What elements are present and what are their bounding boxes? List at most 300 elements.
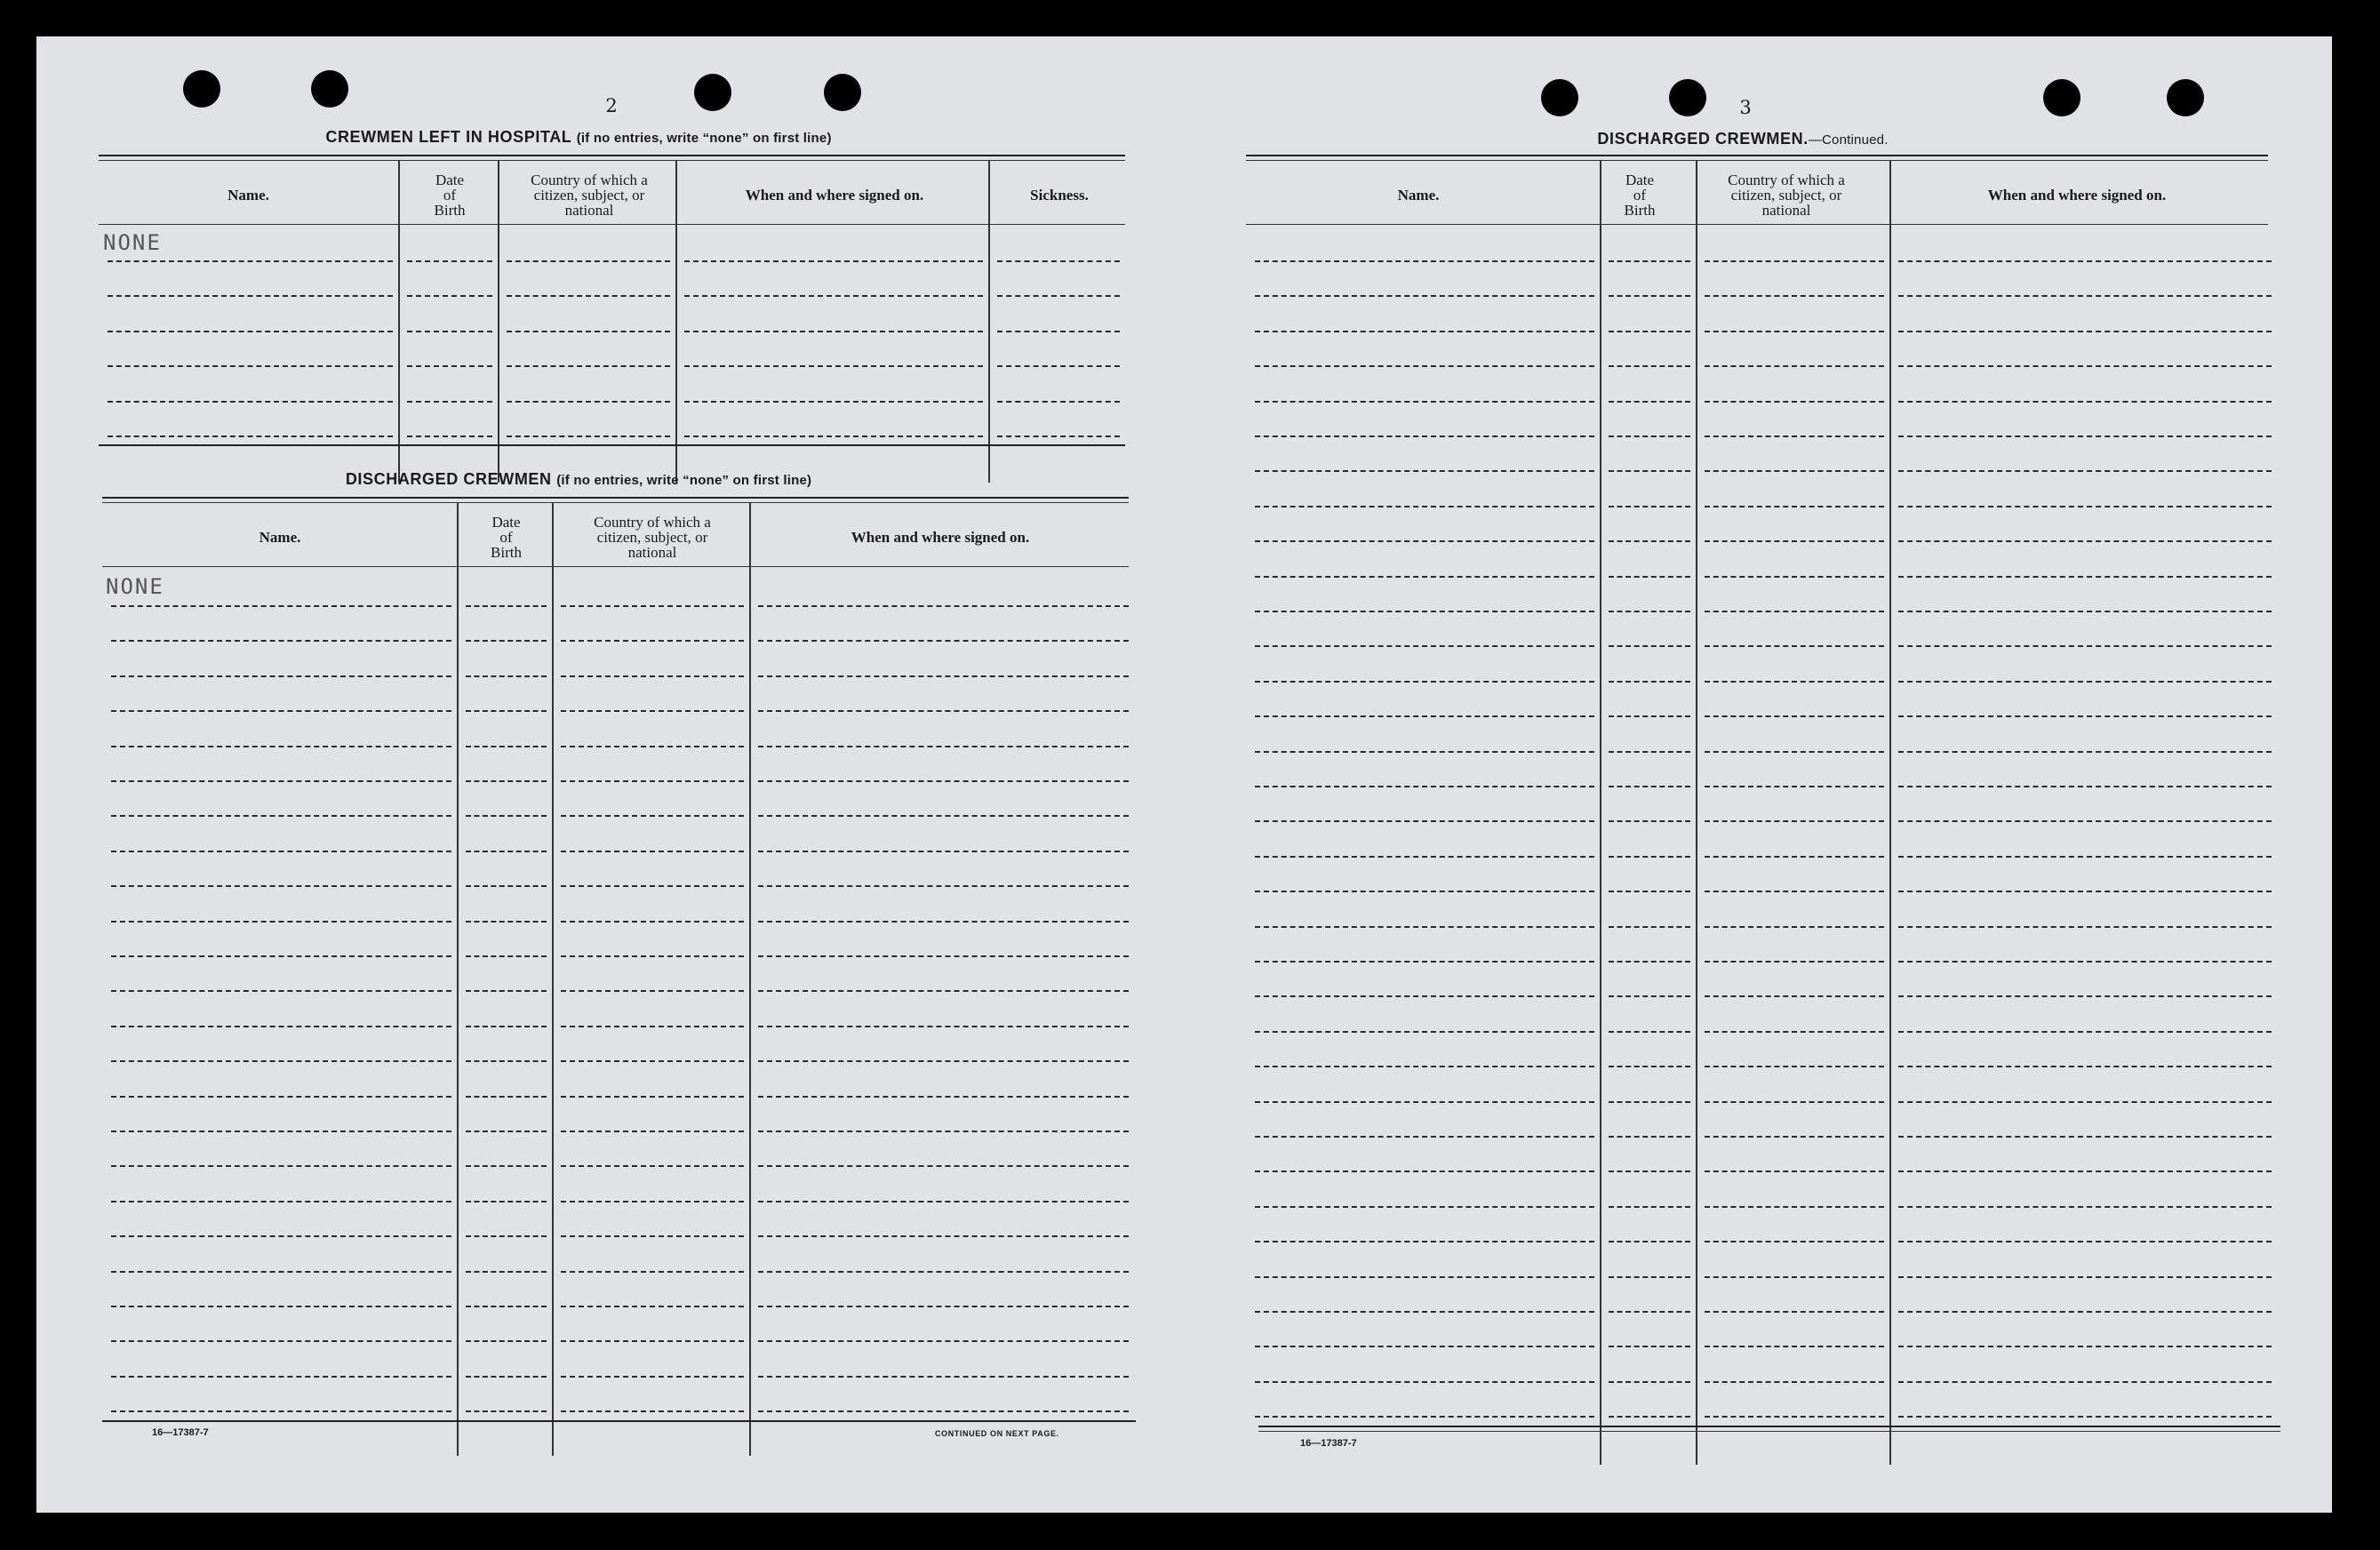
entry-line [407,401,492,403]
entry-line [1705,1381,1884,1383]
entry-line [111,640,451,642]
continued-header-signed: When and where signed on. [1987,186,2167,204]
entry-line [1609,435,1690,437]
entry-line [561,1096,744,1098]
entry-line [758,990,1129,992]
discharged-title-text: DISCHARGED CREWMEN [345,470,552,488]
entry-line [561,746,744,747]
entry-line [758,1410,1129,1412]
entry-line [561,1235,744,1237]
entry-line [111,1201,451,1202]
continued-header-country [1689,164,1884,226]
entry-line [684,365,983,367]
form-number: 16—17387-7 [1300,1438,1357,1449]
entry-line [1255,891,1594,892]
continued-title-suffix: —Continued. [1808,132,1889,148]
entry-line [1898,260,2272,262]
entry-line [111,605,451,607]
entry-line [758,1306,1129,1307]
entry-line [1898,715,2272,717]
entry-line [507,295,670,297]
punch-hole [824,74,861,111]
entry-line [1898,1416,2272,1418]
entry-line [466,815,547,817]
entry-line [997,365,1120,367]
entry-line [1609,645,1690,647]
entry-line [1898,576,2272,578]
entry-line [108,260,393,262]
entry-line [407,295,492,297]
entry-line [997,435,1120,437]
entry-line [407,435,492,437]
entry-line [1898,331,2272,332]
entry-line [561,1060,744,1062]
entry-line [1255,1170,1594,1172]
continued-top-rule-2 [1246,160,2268,161]
entry-line [1898,365,2272,367]
entry-line [1705,645,1884,647]
entry-line [1898,681,2272,683]
entry-line [1255,856,1594,858]
discharged-header-country-text: Country of which a citizen, subject, or national [594,513,711,561]
entry-line [1705,820,1884,822]
entry-line [1898,786,2272,787]
entry-line [1255,470,1594,472]
hospital-top-rule [99,155,1125,156]
hospital-header-country-text: Country of which a citizen, subject, or national [531,171,648,219]
entry-line [1898,1311,2272,1313]
entry-line [1609,1031,1690,1033]
entry-line [758,1201,1129,1202]
entry-line [561,1410,744,1412]
entry-line [684,435,983,437]
entry-line [561,955,744,957]
entry-line [1609,1416,1690,1418]
entry-line [111,1026,451,1027]
entry-line [1898,1101,2272,1103]
punch-hole [311,70,348,108]
entry-line [1609,1206,1690,1208]
entry-line [1255,506,1594,507]
entry-line [758,851,1129,852]
entry-line [1255,1346,1594,1347]
entry-line [1255,1031,1594,1033]
hospital-col-divider [498,161,499,483]
entry-line [507,260,670,262]
entry-line [1705,681,1884,683]
entry-line [1609,1136,1690,1138]
entry-line [1705,260,1884,262]
entry-line [1609,331,1690,332]
entry-line [111,1376,451,1378]
entry-line [1898,1136,2272,1138]
entry-line [466,1340,547,1342]
entry-line [1705,1101,1884,1103]
entry-line [111,710,451,712]
entry-line [758,1340,1129,1342]
entry-line [1705,435,1884,437]
entry-line [466,990,547,992]
discharged-header-rule [102,566,1129,567]
entry-line [684,260,983,262]
entry-line [1255,1206,1594,1208]
entry-line [1705,331,1884,332]
entry-line [1255,715,1594,717]
continued-header-name: Name. [1397,186,1440,204]
entry-line [1898,540,2272,542]
entry-line [111,921,451,923]
entry-line [561,780,744,782]
entry-line [1255,260,1594,262]
entry-line [684,295,983,297]
discharged-col-divider [749,503,751,1456]
entry-line [466,640,547,642]
entry-line [466,1306,547,1307]
discharged-top-rule-2 [102,502,1129,503]
entry-line [758,1376,1129,1378]
entry-line [561,1376,744,1378]
entry-line [758,955,1129,957]
discharged-top-rule [102,497,1129,499]
entry-line [1898,611,2272,612]
entry-line [1255,1311,1594,1313]
entry-line [561,1201,744,1202]
entry-line [466,1060,547,1062]
entry-line [1255,1416,1594,1418]
hospital-header-sickness: Sickness. [1030,186,1089,204]
entry-line [1255,1066,1594,1067]
entry-line [684,401,983,403]
entry-line [1898,751,2272,753]
continued-bottom-rule [1258,1426,2280,1427]
entry-line [758,1271,1129,1273]
entry-line [997,260,1120,262]
entry-line [111,1410,451,1412]
entry-line [111,990,451,992]
continued-header-rule [1246,224,2268,225]
entry-line [466,1131,547,1132]
entry-line [111,851,451,852]
entry-line [1609,540,1690,542]
entry-line [1255,611,1594,612]
entry-line [108,365,393,367]
entry-line [1898,961,2272,963]
entry-line [1609,961,1690,963]
entry-line [758,710,1129,712]
entry-line [1898,1346,2272,1347]
hospital-header-signed: When and where signed on. [745,186,924,204]
continued-header-dob-text: Date of Birth [1624,171,1656,219]
entry-line [1255,331,1594,332]
entry-line [1705,576,1884,578]
entry-line [561,710,744,712]
entry-line [111,1096,451,1098]
entry-line [1255,995,1594,997]
entry-line [758,675,1129,677]
entry-line [1609,470,1690,472]
entry-line [1898,295,2272,297]
entry-line [108,435,393,437]
entry-line [758,1131,1129,1132]
entry-line [1705,1136,1884,1138]
entry-line [1255,961,1594,963]
entry-line [466,1271,547,1273]
entry-line [108,401,393,403]
entry-line [1609,576,1690,578]
entry-line [466,1201,547,1202]
entry-line [108,331,393,332]
entry-line [1705,1241,1884,1242]
continued-header-dob [1593,164,1687,226]
hospital-col-divider [988,161,990,483]
entry-line [758,1026,1129,1027]
entry-line [466,851,547,852]
entry-line [561,990,744,992]
entry-line [1705,926,1884,928]
entry-line [561,1340,744,1342]
entry-line [1898,506,2272,507]
discharged-instruction: (if no entries, write “none” on first line) [556,473,812,488]
entry-line [1898,926,2272,928]
entry-line [466,885,547,887]
entry-line [1255,751,1594,753]
entry-line [1705,506,1884,507]
hospital-title-text: CREWMEN LEFT IN HOSPITAL [325,128,572,146]
entry-line [1705,995,1884,997]
punch-hole [1541,79,1578,116]
entry-line [758,1096,1129,1098]
hospital-first-entry: NONE [103,230,162,255]
continued-section-title [1298,130,2187,148]
entry-line [1705,856,1884,858]
entry-line [1898,470,2272,472]
entry-line [507,401,670,403]
entry-line [561,921,744,923]
continued-col-divider [1696,161,1697,1465]
entry-line [111,746,451,747]
continued-col-divider [1600,161,1601,1465]
hospital-top-rule-2 [99,160,1125,161]
entry-line [561,1306,744,1307]
entry-line [1255,645,1594,647]
entry-line [561,851,744,852]
entry-line [1705,751,1884,753]
entry-line [407,331,492,332]
entry-line [1898,1066,2272,1067]
entry-line [561,675,744,677]
entry-line [1609,786,1690,787]
entry-line [111,1271,451,1273]
hospital-header-country [500,164,678,226]
discharged-header-dob-text: Date of Birth [491,513,522,561]
entry-line [466,921,547,923]
entry-line [111,675,451,677]
entry-line [1609,1066,1690,1067]
hospital-section-title [134,128,1023,147]
entry-line [1609,260,1690,262]
discharged-header-dob [459,506,553,568]
discharged-section-title [134,470,1023,489]
entry-line [1609,926,1690,928]
entry-line [1705,786,1884,787]
hospital-col-divider [675,161,677,483]
entry-line [1705,1416,1884,1418]
entry-line [111,780,451,782]
entry-line [758,640,1129,642]
entry-line [466,1235,547,1237]
form-number: 16—17387-7 [152,1427,209,1438]
entry-line [1609,1381,1690,1383]
entry-line [1255,1101,1594,1103]
entry-line [1705,1066,1884,1067]
entry-line [758,921,1129,923]
entry-line [1255,820,1594,822]
entry-line [561,640,744,642]
entry-line [1898,645,2272,647]
entry-line [997,401,1120,403]
entry-line [758,885,1129,887]
entry-line [1255,926,1594,928]
hospital-instruction: (if no entries, write “none” on first line) [576,131,832,146]
entry-line [111,1060,451,1062]
punch-hole [183,70,220,108]
entry-line [1255,1276,1594,1278]
entry-line [466,1376,547,1378]
entry-line [507,435,670,437]
entry-line [1705,365,1884,367]
entry-line [1705,611,1884,612]
entry-line [1898,820,2272,822]
entry-line [1255,401,1594,403]
entry-line [1898,435,2272,437]
continued-header-country-text: Country of which a citizen, subject, or national [1728,171,1845,219]
entry-line [1609,611,1690,612]
entry-line [111,1165,451,1167]
entry-line [1609,681,1690,683]
entry-line [684,331,983,332]
hospital-header-name: Name. [228,186,269,204]
entry-line [1255,540,1594,542]
hospital-header-dob [401,164,499,226]
entry-line [1609,365,1690,367]
entry-line [466,1096,547,1098]
entry-line [1705,1346,1884,1347]
entry-line [1898,1241,2272,1242]
entry-line [1255,576,1594,578]
discharged-header-signed: When and where signed on. [851,528,1030,546]
continued-top-rule [1246,155,2268,156]
entry-line [561,1131,744,1132]
entry-line [1255,1381,1594,1383]
page-number: 3 [1739,97,1752,118]
entry-line [1609,1276,1690,1278]
entry-line [1609,751,1690,753]
hospital-bottom-rule [99,444,1125,446]
entry-line [111,885,451,887]
entry-line [1609,715,1690,717]
continued-note: CONTINUED ON NEXT PAGE. [935,1429,1059,1438]
entry-line [1255,1136,1594,1138]
discharged-bottom-rule [102,1420,1136,1422]
entry-line [1255,295,1594,297]
entry-line [561,885,744,887]
entry-line [561,1271,744,1273]
hospital-header-dob-text: Date of Birth [434,171,466,219]
entry-line [1898,1206,2272,1208]
discharged-header-name: Name. [259,528,301,546]
entry-line [758,1060,1129,1062]
entry-line [1898,1031,2272,1033]
entry-line [1609,1311,1690,1313]
discharged-col-divider [552,503,554,1456]
entry-line [758,780,1129,782]
hospital-header-rule [99,224,1125,225]
hospital-col-divider [398,161,400,483]
entry-line [758,605,1129,607]
entry-line [1705,295,1884,297]
entry-line [407,365,492,367]
entry-line [1898,1170,2272,1172]
entry-line [466,1165,547,1167]
entry-line [407,260,492,262]
entry-line [111,1306,451,1307]
entry-line [1898,891,2272,892]
entry-line [1609,1346,1690,1347]
entry-line [1705,1031,1884,1033]
entry-line [111,1340,451,1342]
punch-hole [2043,79,2081,116]
manifest-sheet [36,36,2332,1513]
entry-line [1705,715,1884,717]
entry-line [1609,506,1690,507]
entry-line [111,815,451,817]
entry-line [466,710,547,712]
entry-line [1898,1381,2272,1383]
entry-line [466,605,547,607]
entry-line [1255,1241,1594,1242]
entry-line [758,1235,1129,1237]
entry-line [1705,1276,1884,1278]
entry-line [466,675,547,677]
entry-line [1609,820,1690,822]
entry-line [1609,891,1690,892]
entry-line [1255,786,1594,787]
entry-line [1609,856,1690,858]
entry-line [466,955,547,957]
entry-line [997,331,1120,332]
entry-line [997,295,1120,297]
continued-bottom-rule-2 [1258,1431,2280,1432]
entry-line [1705,540,1884,542]
entry-line [1255,365,1594,367]
entry-line [466,780,547,782]
entry-line [561,815,744,817]
entry-line [561,1165,744,1167]
entry-line [1898,995,2272,997]
punch-hole [2167,79,2204,116]
entry-line [507,331,670,332]
continued-col-divider [1889,161,1891,1465]
entry-line [1255,435,1594,437]
entry-line [1898,401,2272,403]
entry-line [1609,1101,1690,1103]
entry-line [758,1165,1129,1167]
entry-line [111,955,451,957]
entry-line [507,365,670,367]
entry-line [1705,1170,1884,1172]
entry-line [108,295,393,297]
page-number: 2 [605,95,618,116]
